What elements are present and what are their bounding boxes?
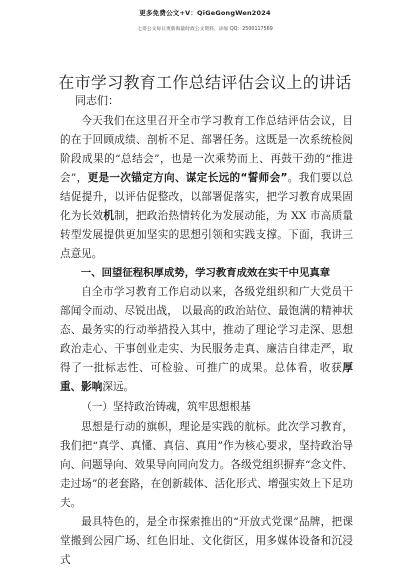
greeting: 同志们：: [75, 94, 119, 107]
subheading-1: （一）坚持政治铸魂，筑牢思想根基: [81, 401, 251, 413]
intro-text-3: 制，把政治热情转化为发展动能，为 XX 市高质量转型发展提供更加坚实的思想引领和实践支撑。下面，我讲三点意见。: [60, 210, 354, 260]
intro-bold-2: 机: [103, 210, 115, 222]
section1-bold: 厚重、影响: [60, 362, 353, 393]
intro-bold-1: 更是一次锚定方向、谋定长远的“誓师会”: [87, 172, 288, 184]
document-title: 在市学习教育工作总结评估会议上的讲话: [58, 73, 352, 92]
sub-note: 七哥公文每日更新海量时政公文资料，添加 QQ：2500117569: [137, 27, 273, 32]
paragraph-thought: 思想是行动的旗帜，理论是实践的航标。此次学习教育，我们把“真学、真懂、真信、真用”作为核心要求，坚持政治导向、问题导向、效果导向同向发力。各级党组织摒弃“念文件、走过场”的老套路，在创新载体、活化形式、增强实效上下足功夫。: [60, 421, 353, 509]
top-banner: [0, 0, 410, 17]
paragraph-intro: [60, 112, 353, 264]
paragraph-feature: 最具特色的，是全市探索推出的“开放式党课”品牌，把课堂搬到公园广场、红色旧址、文化街区，用多媒体设备和沉浸式: [60, 516, 353, 566]
paragraph-section1: [60, 283, 353, 397]
section1-text-1: 自全市学习教育工作启动以来，各级党组织和广大党员干部闻令而动、尽锐出战， 以最高的政治站位、最饱满的精神状态、最务实的行动举措投入其中，推动了理论学习走深、思想政治走心、干事创业走实、为民服务走真、廉洁自律走严，取得了一批标志性、可检验、可推广的成果。总体看，收获: [60, 286, 353, 374]
document-body: [60, 112, 353, 570]
intro-text-2: 。我们要以总结促提升，以评估促整改，以部署促落实，把学习教育成果固化为长效: [60, 172, 354, 222]
intro-text-1: 今天我们在这里召开全市学习教育工作总结评估会议，目的在于回顾成绩、剖析不足、部署任务。这既是一次系统检阅阶段成果的“总结会”，也是一次乘势而上、再鼓干劲的“推进会”，: [60, 115, 353, 184]
top-banner-text: 更多免费公文+V：QiGeGongWen2024: [139, 9, 271, 17]
section1-text-2: 深远。: [102, 381, 135, 393]
section-heading-1: 一、回望征程积厚成势，学习教育成效在实干中见真章: [80, 267, 331, 279]
